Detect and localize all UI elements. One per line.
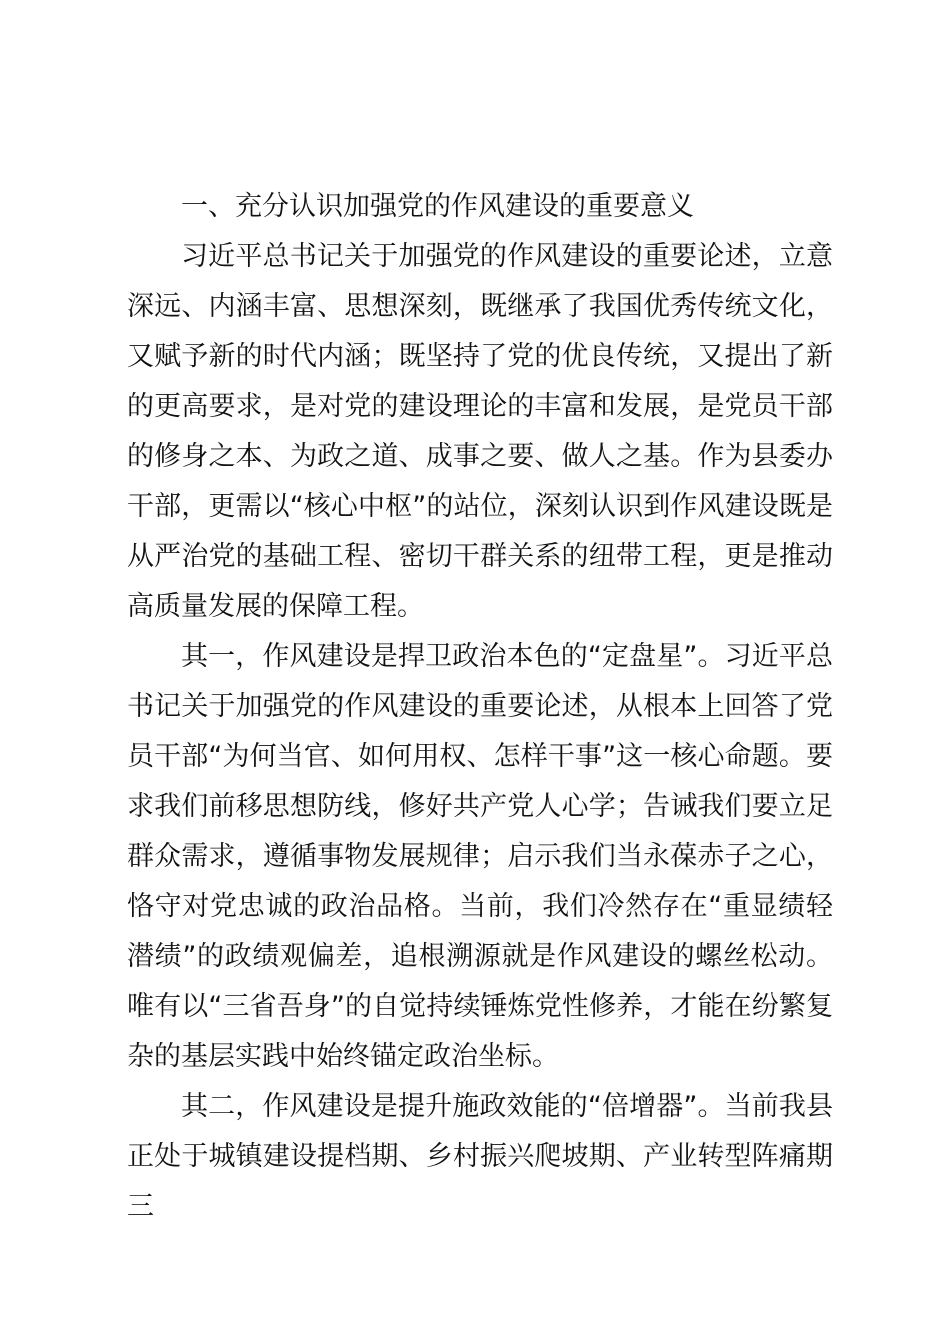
document-body xyxy=(127,182,833,1232)
paragraph-point-one: 其一，作风建设是捍卫政治本色的“定盘星”。习近平总书记关于加强党的作风建设的重要论述，从根本上回答了党员干部“为何当官、如何用权、怎样干事”这一核心命题。要求我们前移思想防线，修好共产党人心学；告诫我们要立足群众需求，遵循事物发展规律；启示我们当永葆赤子之心，恪守对党忠诚的政治品格。当前，我们冷然存在“重显绩轻潜绩”的政绩观偏差，追根溯源就是作风建设的螺丝松动。唯有以“三省吾身”的自觉持续锤炼党性修养，才能在纷繁复杂的基层实践中始终锚定政治坐标。 xyxy=(127,641,833,1072)
section-heading: 一、充分认识加强党的作风建设的重要意义 xyxy=(181,191,694,222)
paragraph-point-two: 其二，作风建设是提升施政效能的“倍增器”。当前我县正处于城镇建设提档期、乡村振兴爬坡期、产业转型阵痛期三 xyxy=(127,1091,833,1222)
paragraph-significance: 习近平总书记关于加强党的作风建设的重要论述，立意深远、内涵丰富、思想深刻，既继承了我国优秀传统文化，又赋予新的时代内涵；既坚持了党的优良传统，又提出了新的更高要求，是对党的建设理论的丰富和发展，是党员干部的修身之本、为政之道、成事之要、做人之基。作为县委办干部，更需以“核心中枢”的站位，深刻认识到作风建设既是从严治党的基础工程、密切干群关系的纽带工程，更是推动高质量发展的保障工程。 xyxy=(127,241,833,622)
